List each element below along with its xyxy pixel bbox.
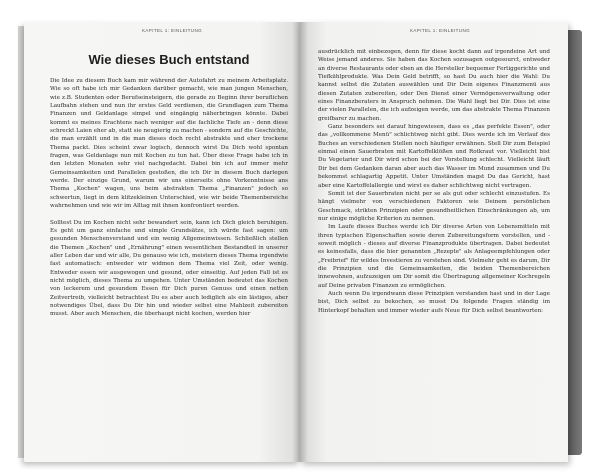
left-paragraph-2: Solltest Du im Kochen nicht sehr bewandert sein, kann ich Dich gleich beruhigen. Es geht um ganz einfache und simple Grundsätze, ich würde fast sagen: um gesunden Menschenverstand und ein wenig Allgemeinwissen. Schließlich stellen die Themen „Kochen" und „Ernährung" einen wesentlichen Bestandteil in unserer aller Leben dar und wir alle, Du genauso wie ich, meistern dieses Thema irgendwie fast automatisch: entweder wir widmen dem Thema viel Zeit, oder wenig. Entweder essen wir ausgewogen und gesund, oder einseitig. Auf jeden Fall ist es nicht möglich, dieses Thema zu umgehen. Unter Umständen bedeutet das Kochen von leckerem und gesundem Essen für Dich puren Genuss und einen netten Zeitvertreib, vielleicht betrachtest Du es aber auch lediglich als ein lästiges, aber notwendiges Übel, dass Du Dir hin und wieder selbst eine Mahlzeit zubereiten musst. Aber auch Menschen, die überhaupt nicht kochen, werden hier bbox=[50, 219, 288, 318]
book-cover-right-edge bbox=[568, 30, 582, 455]
left-page bbox=[24, 22, 300, 462]
left-page-header: KAPITEL 1: EINLEITUNG bbox=[142, 28, 202, 33]
left-paragraph-1: Die Idee zu diesem Buch kam mir während der Autofahrt zu meinem Arbeitsplatz. Wie so oft habe ich mir Gedanken darüber gemacht, wie man jungen Menschen, wie z.B. Studenten oder Berufseinsteigern, die gerade zu Beginn ihrer beruflichen Laufbahn stehen und nun ihr erstes Geld verdienen, die Grundlagen zum Thema Finanzen und Geldanlage simpel und eingängig näherbringen könnte. Dabei kommt es meines Erachtens nach weniger auf die fachliche Tiefe an - denn diese schreckt Laien eher ab, statt sie neugierig zu machen - sondern auf die Geschichte, die man erzählt und in die man dieses doch recht abstrakte und eher trockene Thema packt. Dies scheint zwar logisch, dennoch wirst Du Dich wohl spontan fragen, was Geldanlage nun mit Kochen zu tun hat. Über diese Frage habe ich in den letzten Monaten sehr viel nachgedacht. Dabei bin ich auf immer mehr Gemeinsamkeiten und Parallelen gestoßen, die ich Dir in diesem Buch darlegen werde. Der einzige Grund, warum wir uns einerseits ohne Vorkenntnisse ans Thema „Kochen" wagen, uns beim abstrakten Thema „Finanzen" jedoch so schwertun, liegt in dem klitzekleinen Unterschied, wie wir beide Themenbereiche wahrnehmen und wie wir im Alltag mit ihnen konfrontiert werden. bbox=[50, 78, 288, 210]
right-paragraph-3: Somit ist der Sauerbraten nicht per se als gut oder schlecht einzustufen. Es hängt vielmehr von verschiedenen Faktoren wie Deinem persönlichen Geschmack, strikten Prinzipien oder gesundheitlichen Einschränkungen ab, um nur einige mögliche Kriterien zu nennen. bbox=[318, 190, 550, 222]
right-paragraph-1: ausdrücklich mit einbezogen, denn für diese kocht dann auf irgendeine Art und Weise jemand anderes. Sie haben das Kochen sozusagen outgesourct, entweder an diverse Restaurants oder eben an die Hersteller bequemer Fertiggerichte und Tiefkühlprodukte. Was Dein Geld betrifft, so hast Du auch hier die Wahl: Du kannst selbst die Zutaten auswählen und Dir Dein eigenes Finanzmenü aus diesen Zutaten zubereiten, oder Den Dienst einer Vermögensverwaltung oder eines Finanzberaters in Anspruch nehmen. Die Wahl liegt bei Dir. Dies ist eine der vielen Parallelen, die ich aufzeigen werde, um das abstrakte Thema Finanzen greifbarer zu machen. bbox=[318, 49, 550, 122]
right-paragraph-5: Auch wenn Du irgendwann diese Prinzipien verstanden hast und in der Lage bist, Dich selbst zu bekochen, so musst Du folgende Fragen ständig im Hinterkopf behalten und immer wieder aufs Neue für Dich selbst beantworten: bbox=[318, 290, 550, 314]
right-page-header: KAPITEL 1: EINLEITUNG bbox=[410, 28, 470, 33]
right-paragraph-4: Im Laufe dieses Buches werde ich Dir diverse Arten von Lebensmitteln mit ihren typischen Eigenschaften sowie deren Zubereitungsform vorstellen, und - soweit möglich - dieses auf diverse Finanzprodukte übertragen. Dabei bedeutet es keinesfalls, dass die hier genannten „Rezepte" als Anlageempfehlungen oder „Freibrief" für wildes Investieren zu verstehen sind. Vielmehr geht es darum, Dir die Prinzipien und die Gemeinsamkeiten, die beiden Themenbereichen innewohnen, aufzuzeigen um Dir somit die Übertragung allgemeiner Kochregeln auf Deine privaten Finanzen zu ermöglichen. bbox=[318, 224, 550, 289]
chapter-title: Wie dieses Buch entstand bbox=[88, 52, 250, 67]
right-paragraph-2: Ganz besonders sei darauf hingewiesen, dass es „das perfekte Essen", oder das „vollkommene Menü" schlichtweg nicht gibt. Dies werde ich im Verlauf des Buches an verschiedenen Stellen noch häufiger erwähnen. Stell Dir zum Beispiel einmal einen Sauerbraten mit Kartoffelklößen und Rotkraut vor. Vielleicht bist Du Vegetarier und Dir wird schon bei der Vorstellung schlecht. Vielleicht läuft Dir bei dem Gedanken daran aber auch das Wasser im Mund zusammen und Du bekommst schlagartig Appetit. Unter Umständen magst Du das Gericht, hast aber eine Kartoffelallergie und wirst es daher schlichtweg nicht vertragen. bbox=[318, 124, 550, 189]
right-page bbox=[300, 22, 568, 462]
